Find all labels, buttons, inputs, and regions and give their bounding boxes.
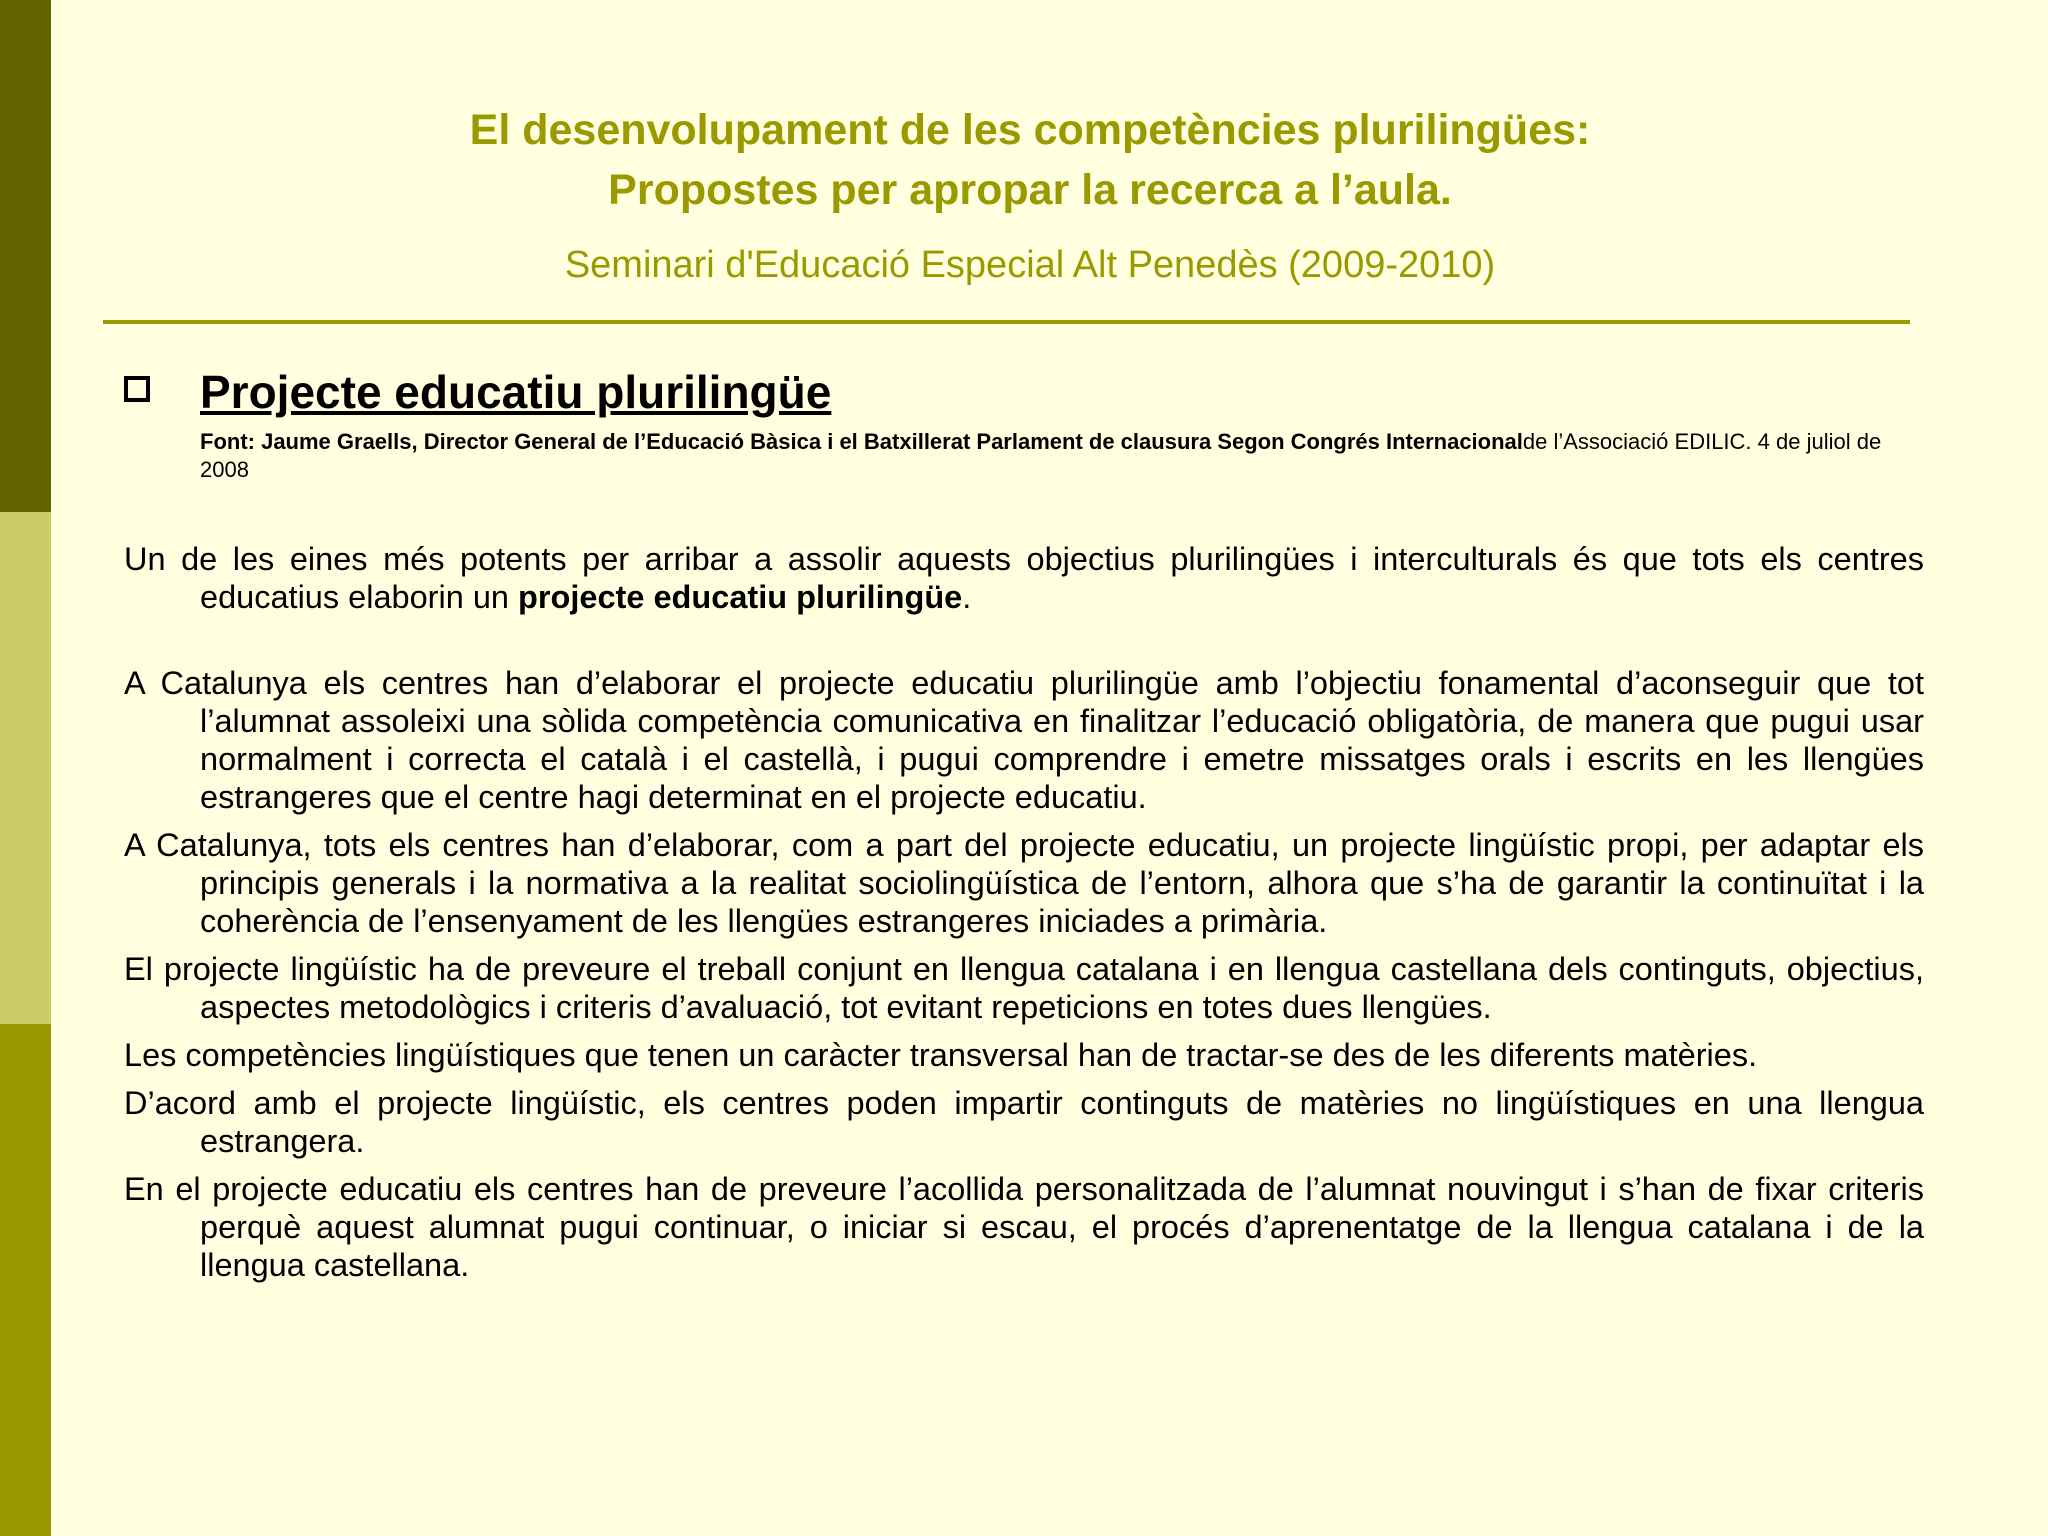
source-citation: [200, 428, 1925, 484]
sidebar-stripe-bottom: [0, 1024, 51, 1536]
paragraph-2: A Catalunya els centres han d’elaborar el projecte educatiu plurilingüe amb l’objectiu fonamental d’aconseguir que tot l’alumnat assoleixi una sòlida competència comunicativa en finalitzar l’educació obligatòria, de manera que pugui usar normalment i correcta el català i el castellà, i pugui comprendre i emetre missatges orals i escrits en les llengües estrangeres que el centre hagi determinat en el projecte educatiu.: [124, 665, 1924, 815]
sidebar-stripe-middle: [0, 512, 51, 1024]
paragraph-7: En el projecte educatiu els centres han de preveure l’acollida personalitzada de l’alumnat nouvingut i s’han de fixar criteris perquè aquest alumnat pugui continuar, o iniciar si escau, el procés d’aprenentatge de la llengua catalana i de la llengua castellana.: [124, 1171, 1924, 1283]
slide-header: [100, 100, 1960, 290]
body-text: [124, 540, 1924, 1294]
sidebar-stripe-top: [0, 0, 51, 512]
source-citation-bold: Font: Jaume Graells, Director General de l’Educació Bàsica i el Batxillerat Parlament de clausura Segon Congrés Internacional: [200, 429, 1523, 454]
paragraph-5: Les competències lingüístiques que tenen un caràcter transversal han de tractar-se des de les diferents matèries.: [124, 1037, 1758, 1073]
paragraph-6: D’acord amb el projecte lingüístic, els centres poden impartir continguts de matèries no lingüístiques en una llengua estrangera.: [124, 1085, 1924, 1159]
section-title: Projecte educatiu plurilingüe: [200, 366, 832, 418]
paragraph-1-end: .: [962, 579, 972, 615]
paragraph-1: [124, 540, 1924, 616]
paragraph-3: A Catalunya, tots els centres han d’elaborar, com a part del projecte educatiu, un projecte lingüístic propi, per adaptar els principis generals i la normativa a la realitat sociolingüística de l’entorn, alhora que s’ha de garantir la continuïtat i la coherència de l’ensenyament de les llengües estrangeres iniciades a primària.: [124, 827, 1924, 939]
paragraph-4: El projecte lingüístic ha de preveure el treball conjunt en llengua catalana i en llengua castellana dels continguts, objectius, aspectes metodològics i criteris d’avaluació, tot evitant repeticions en totes dues llengües.: [124, 951, 1924, 1025]
slide-subtitle: Seminari d'Educació Especial Alt Penedès (2009-2010): [564, 244, 1496, 286]
square-bullet-icon: [124, 376, 150, 402]
slide-title-line-1: El desenvolupament de les competències plurilingües:: [469, 106, 1591, 154]
source-citation-rest: de l’Associació EDILIC. 4 de juliol de 2008: [200, 429, 1882, 482]
header-divider: [103, 320, 1910, 324]
paragraph-1-bold: projecte educatiu plurilingüe: [518, 579, 963, 615]
paragraph-1-text: Un de les eines més potents per arribar a assolir aquests objectius plurilingües i interculturals és que tots els centres educatius elaborin un: [124, 541, 1924, 615]
slide-title-line-2: Propostes per apropar la recerca a l’aula.: [608, 166, 1452, 214]
